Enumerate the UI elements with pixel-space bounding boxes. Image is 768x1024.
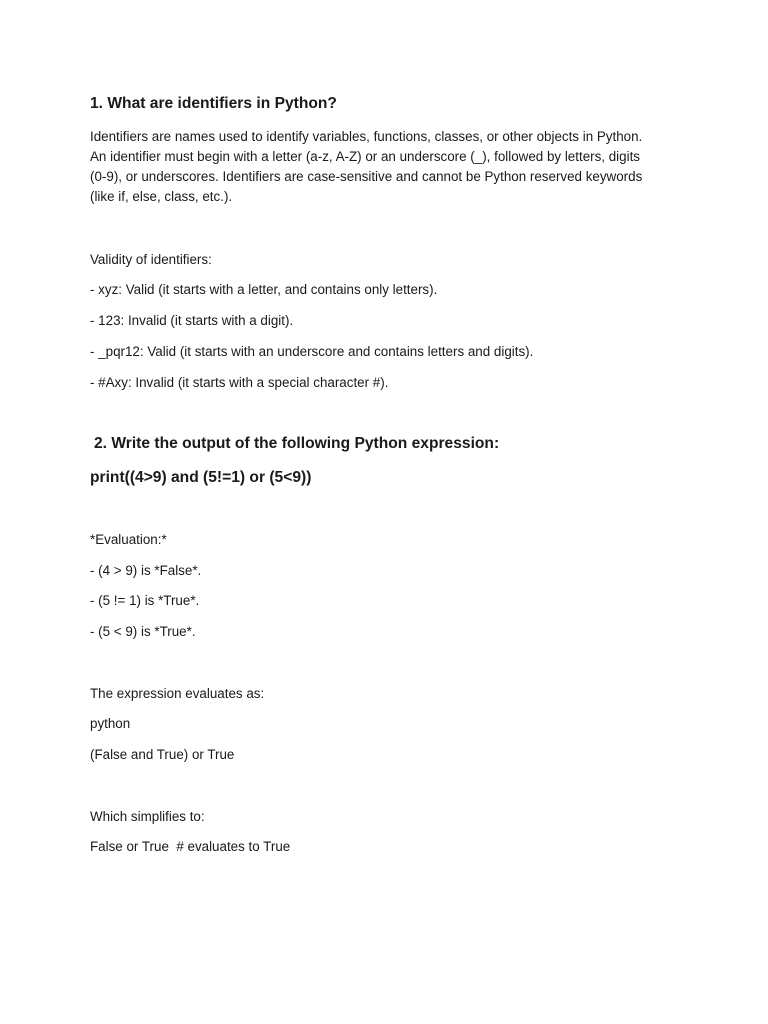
validity-item-axy: - #Axy: Invalid (it starts with a special character #). — [90, 375, 389, 390]
question-1-heading: 1. What are identifiers in Python? — [90, 95, 337, 112]
q1-paragraph-line-1: Identifiers are names used to identify variables, functions, classes, or other objects in Python. — [90, 129, 643, 144]
simplifies-to-text: Which simplifies to: — [90, 809, 205, 824]
evaluation-item-3: - (5 < 9) is *True*. — [90, 624, 196, 639]
validity-item-pqr12: - _pqr12: Valid (it starts with an underscore and contains letters and digits). — [90, 344, 534, 359]
code-line: (False and True) or True — [90, 747, 235, 762]
validity-title: Validity of identifiers: — [90, 252, 212, 267]
question-2-expression: print((4>9) and (5!=1) or (5<9)) — [90, 469, 312, 486]
evaluation-title: *Evaluation:* — [90, 532, 167, 547]
validity-item-xyz: - xyz: Valid (it starts with a letter, and contains only letters). — [90, 282, 438, 297]
q1-paragraph-line-4: (like if, else, class, etc.). — [90, 189, 233, 204]
q1-paragraph-line-2: An identifier must begin with a letter (a-z, A-Z) or an underscore (_), followed by letters, digits — [90, 149, 640, 164]
evaluation-item-1: - (4 > 9) is *False*. — [90, 563, 202, 578]
question-2-heading: 2. Write the output of the following Python expression: — [94, 435, 500, 452]
code-language-label: python — [90, 716, 131, 731]
q1-paragraph-line-3: (0-9), or underscores. Identifiers are case-sensitive and cannot be Python reserved keywords — [90, 169, 643, 184]
evaluation-item-2: - (5 != 1) is *True*. — [90, 593, 200, 608]
validity-item-123: - 123: Invalid (it starts with a digit). — [90, 313, 294, 328]
final-result-line: False or True # evaluates to True — [90, 839, 291, 854]
evaluates-as-text: The expression evaluates as: — [90, 686, 265, 701]
